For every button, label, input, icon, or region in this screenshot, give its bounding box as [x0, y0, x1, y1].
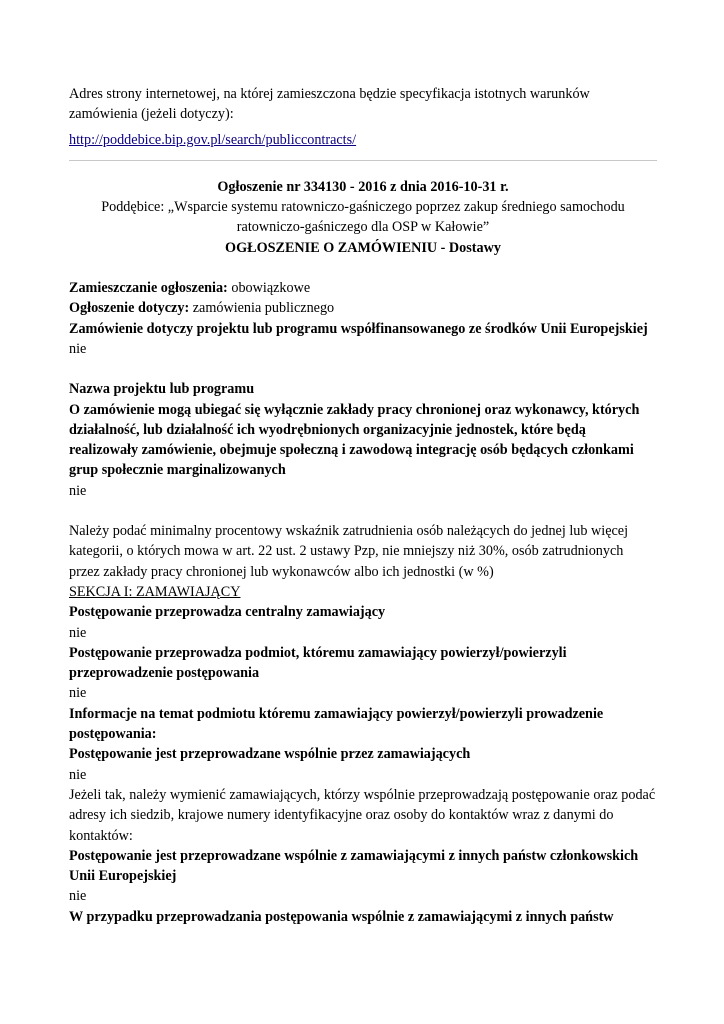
sivz-link[interactable]: http://poddebice.bip.gov.pl/search/publiccontracts/ — [69, 131, 357, 148]
eu-joint-answer: nie — [69, 888, 87, 905]
eu-project-question: Zamówienie dotyczy projektu lub programu współfinansowanego ze środków Unii Europejskiej — [69, 320, 648, 337]
entity-info-label: Informacje na temat podmiotu któremu zamawiający powierzył/powierzyli prowadzenie postępowania: — [69, 705, 604, 743]
concerns-label: Ogłoszenie dotyczy: — [69, 300, 190, 317]
spacer — [69, 359, 657, 379]
entrusted-answer: nie — [69, 685, 87, 702]
joint-question: Postępowanie jest przeprowadzane wspólnie przez zamawiających — [69, 746, 471, 763]
notice-type: OGŁOSZENIE O ZAMÓWIENIU - Dostawy — [225, 239, 501, 256]
notice-subject: Poddębice: „Wsparcie systemu ratowniczo-gaśniczego poprzez zakup średniego samochodu ratowniczo-gaśniczego dla OSP w Kałowie” — [101, 199, 625, 236]
sivz-address-label: Adres strony internetowej, na której zamieszczona będzie specyfikacja istotnych warunków zamówienia (jeżeli dotyczy): — [69, 86, 590, 123]
eu-project-answer: nie — [69, 340, 87, 357]
placement-row — [69, 278, 657, 298]
document-page — [69, 84, 657, 927]
sheltered-question: O zamówienie mogą ubiegać się wyłącznie zakłady pracy chronionej oraz wykonawcy, których działalność, lub działalność ich wyodrębnionych organizacyjnie jednostek, które będą realizowały zamówienie, obejmuje społeczną i zawodową integrację osób będących członkami grup społecznie marginalizowanych — [69, 401, 640, 479]
spacer — [69, 501, 657, 521]
joint-note: Jeżeli tak, należy wymienić zamawiających, którzy wspólnie przeprowadzają postępowanie oraz podać adresy ich siedzib, krajowe numery identyfikacyjne oraz osoby do kontaktów wraz z danymi do kontaktów: — [69, 786, 656, 844]
project-name-label: Nazwa projektu lub programu — [69, 381, 255, 398]
central-question: Postępowanie przeprowadza centralny zamawiający — [69, 604, 386, 621]
section-1-title: SEKCJA I: ZAMAWIAJĄCY — [69, 583, 241, 600]
entrusted-question: Postępowanie przeprowadza podmiot, któremu zamawiający powierzył/powierzyli przeprowadzenie postępowania — [69, 644, 567, 682]
notice-header — [69, 177, 657, 258]
concerns-row — [69, 298, 657, 318]
placement-label: Zamieszczanie ogłoszenia: — [69, 280, 228, 297]
concerns-value: zamówienia publicznego — [192, 300, 335, 317]
sheltered-answer: nie — [69, 482, 87, 499]
sivz-link-line — [69, 130, 657, 150]
eu-joint-case: W przypadku przeprowadzania postępowania wspólnie z zamawiającymi z innych państw — [69, 908, 614, 925]
eu-joint-question: Postępowanie jest przeprowadzane wspólnie z zamawiającymi z innych państw członkowskich Unii Europejskiej — [69, 847, 639, 885]
employment-note: Należy podać minimalny procentowy wskaźnik zatrudnienia osób należących do jednej lub więcej kategorii, o których mowa w art. 22 ust. 2 ustawy Pzp, nie mniejszy niż 30%, osób zatrudnionych przez zakłady pracy chronionej lub wykonawców albo ich jednostki (w %) — [69, 523, 629, 580]
divider — [69, 160, 657, 161]
central-answer: nie — [69, 624, 87, 641]
joint-answer: nie — [69, 766, 87, 783]
spacer — [69, 258, 657, 278]
placement-value: obowiązkowe — [231, 280, 311, 297]
notice-number: Ogłoszenie nr 334130 - 2016 z dnia 2016-10-31 r. — [217, 178, 509, 195]
